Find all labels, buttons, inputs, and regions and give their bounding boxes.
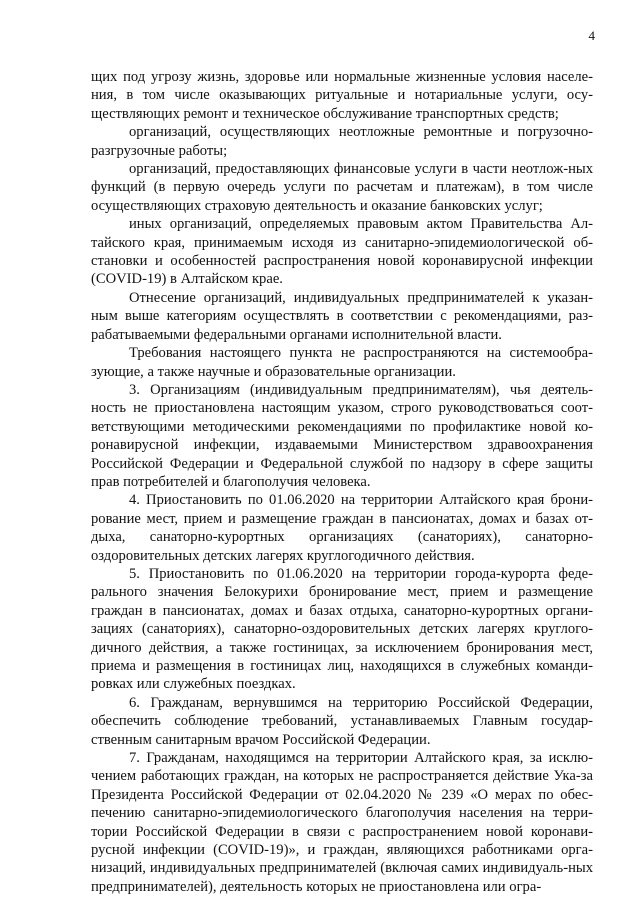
paragraph-item-5: 5. Приостановить по 01.06.2020 на территории города-курорта феде-рального значения Белокурихи бронирование мест, прием и размещение граждан в пансионатах, домах и базах отдыха, санаторно-курортных органи-зациях (санаториях), санаторно-оздоровительных детских лагерях круглого-дичного действия, а также гостиницах, за исключением бронирования мест, приема и размещения в гостиницах лиц, находящихся в служебных команди-ровках или служебных поездках.	[91, 565, 593, 693]
paragraph-item-4: 4. Приостановить по 01.06.2020 на территории Алтайского края брони-рование мест, прием и размещение граждан в пансионатах, домах и базах от-дыха, санаторно-курортных организациях (санаториях), санаторно-оздоровительных детских лагерях круглогодичного действия.	[91, 492, 593, 564]
paragraph-categorization: Отнесение организаций, индивидуальных предпринимателей к указан-ным выше категориям осуществлять в соответствии с рекомендациями, раз-рабатываемыми федеральными органами исполнительной власти.	[91, 289, 593, 343]
paragraph-item-3: 3. Организациям (индивидуальным предпринимателям), чья деятель-ность не приостановлена настоящим указом, строго руководствоваться соот-ветствующими методическими рекомендациями по профилактике новой ко-ронавирусной инфекции, издаваемыми Министерством здравоохранения Российской Федерации и Федеральной службой по надзору в сфере защиты прав потребителей и благополучия человека.	[91, 381, 593, 490]
paragraph-item-7: 7. Гражданам, находящимся на территории Алтайского края, за исклю-чением работающих граждан, на которых не распространяется действие Ука-за Президента Российской Федерации от 02.04.2020 № 239 «О мерах по обес-печению санитарно-эпидемиологического благополучия населения на терри-тории Российской Федерации в связи с распространением новой коронави-русной инфекции (COVID-19)», и граждан, являющихся работниками орга-низаций, индивидуальных предпринимателей (включая самих индивидуаль-ных предпринимателей), деятельность которых не приостановлена или огра-	[91, 750, 593, 895]
paragraph-continuation: щих под угрозу жизнь, здоровье или нормальные жизненные условия населе-ния, в том числе оказывающих ритуальные и нотариальные услуги, осу-ществляющих ремонт и техническое обслуживание транспортных средств;	[91, 69, 593, 122]
paragraph-other-organizations: иных организаций, определяемых правовым актом Правительства Ал-тайского края, принимаемым исходя из санитарно-эпидемиологической об-становки и особенностей распространения новой коронавирусной инфекции (COVID-19) в Алтайском крае.	[91, 216, 593, 288]
paragraph-financial-organizations: организаций, предоставляющих финансовые услуги в части неотлож-ных функций (в первую очередь услуги по расчетам и платежам), в том числе осуществляющих страховую деятельность и оказание банковских услуг;	[91, 161, 593, 214]
paragraph-repair-organizations: организаций, осуществляющих неотложные ремонтные и погрузочно-разгрузочные работы;	[91, 124, 593, 159]
paragraph-exemptions: Требования настоящего пункта не распространяются на системообра-зующие, а также научные и образовательные организации.	[91, 345, 593, 380]
paragraph-item-6: 6. Гражданам, вернувшимся на территорию Российской Федерации, обеспечить соблюдение требований, устанавливаемых Главным государ-ственным санитарным врачом Российской Федерации.	[91, 694, 593, 748]
page-number: 4	[588, 28, 595, 43]
document-body	[91, 68, 593, 896]
